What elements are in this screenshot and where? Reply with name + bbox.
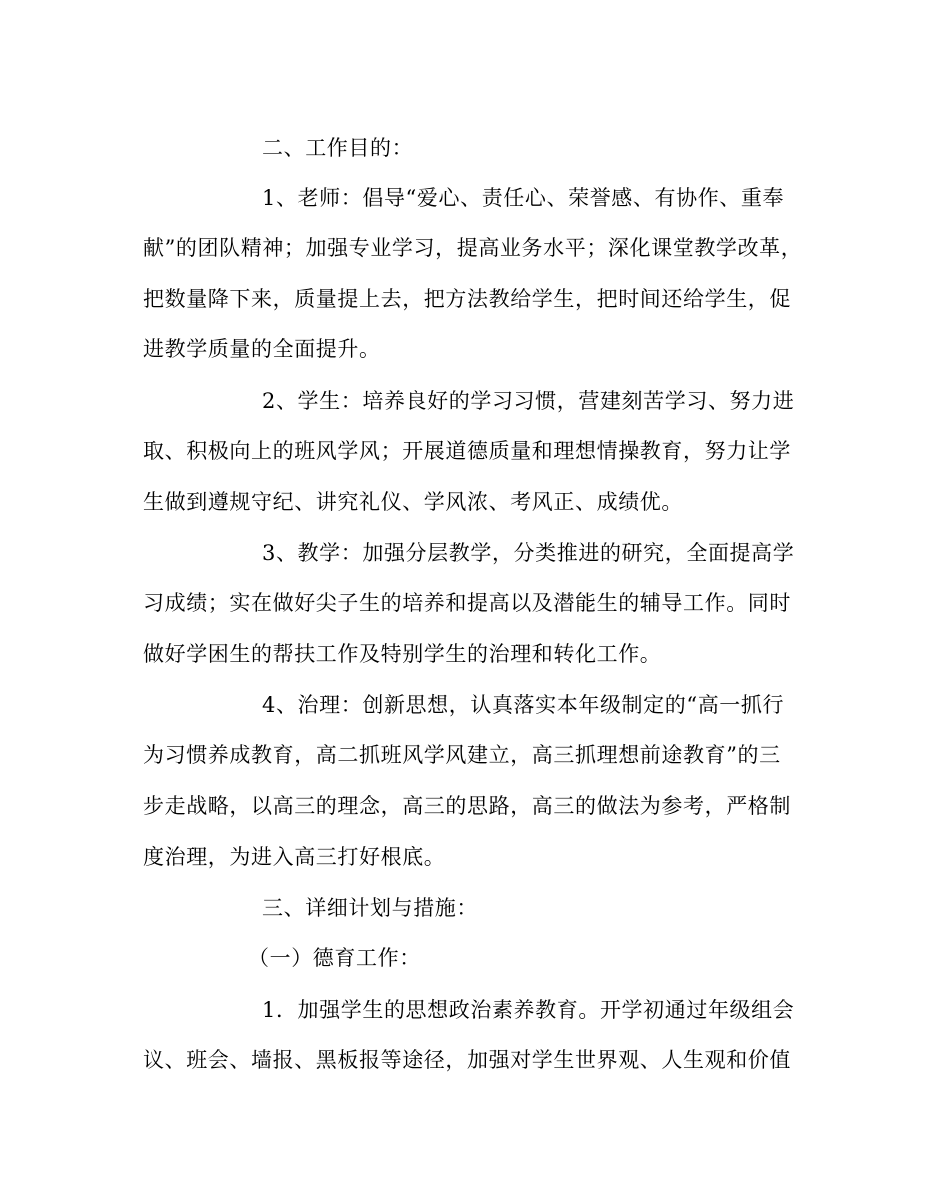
- paragraph-line: 1．加强学生的思想政治素养教育。开学初通过年级组会: [262, 998, 795, 1022]
- paragraph-line: 4、治理：创新思想，认真落实本年级制定的“高一抓行: [262, 693, 785, 717]
- section-heading: 三、详细计划与措施：: [262, 896, 478, 920]
- paragraph-line: 3、教学：加强分层教学，分类推进的研究，全面提高学: [262, 541, 795, 565]
- paragraph-line: 为习惯养成教育，高二抓班风学风建立，高三抓理想前途教育”的三: [143, 743, 781, 767]
- paragraph-line: 习成绩；实在做好尖子生的培养和提高以及潜能生的辅导工作。同时: [143, 591, 791, 615]
- paragraph-line: 议、班会、墙报、黑板报等途径，加强对学生世界观、人生观和价值: [143, 1048, 791, 1072]
- paragraph-line: 步走战略，以高三的理念，高三的思路，高三的做法为参考，严格制: [143, 794, 791, 818]
- paragraph-line: 2、学生：培养良好的学习习惯，营建刻苦学习、努力进: [262, 389, 795, 413]
- paragraph-line: 生做到遵规守纪、讲究礼仪、学风浓、考风正、成绩优。: [143, 490, 683, 514]
- paragraph-line: 进教学质量的全面提升。: [143, 337, 381, 361]
- paragraph-line: 献”的团队精神；加强专业学习，提高业务水平；深化课堂教学改革，: [143, 236, 803, 260]
- section-heading: 二、工作目的：: [262, 136, 414, 160]
- paragraph-line: 把数量降下来，质量提上去，把方法教给学生，把时间还给学生，促: [143, 287, 791, 311]
- paragraph-line: 取、积极向上的班风学风；开展道德质量和理想情操教育，努力让学: [143, 439, 791, 463]
- paragraph-line: 1、老师：倡导“爱心、责任心、荣誉感、有协作、重奉: [262, 186, 785, 210]
- paragraph-line: 做好学困生的帮扶工作及特别学生的治理和转化工作。: [143, 642, 662, 666]
- subsection-heading: （一）德育工作：: [248, 946, 421, 970]
- paragraph-line: 度治理，为进入高三打好根底。: [143, 845, 446, 869]
